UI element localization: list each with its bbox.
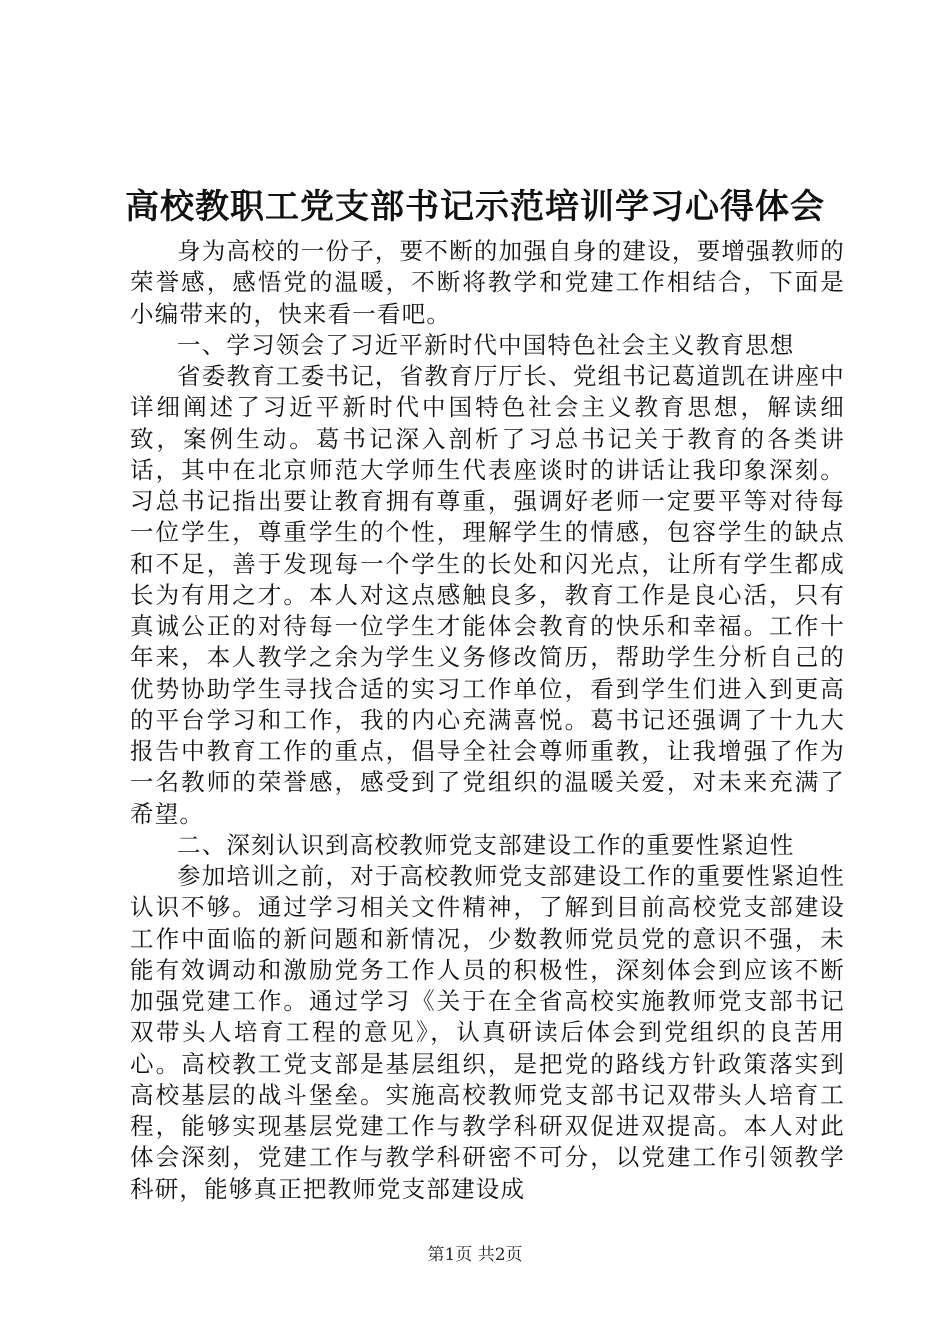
section-1-paragraph: 省委教育工委书记，省教育厅厅长、党组书记葛道凯在讲座中详细阐述了习近平新时代中国特色社会主义教育思想，解读细致，案例生动。葛书记深入剖析了习总书记关于教育的各类讲话，其中在北京师范大学师生代表座谈时的讲话让我印象深刻。习总书记指出要让教育拥有尊重，强调好老师一定要平等对待每一位学生，尊重学生的个性，理解学生的情感，包容学生的缺点和不足，善于发现每一个学生的长处和闪光点，让所有学生都成长为有用之才。本人对这点感触良多，教育工作是良心活，只有真诚公正的对待每一位学生才能体会教育的快乐和幸福。工作十年来，本人教学之余为学生义务修改简历，帮助学生分析自己的优势协助学生寻找合适的实习工作单位，看到学生们进入到更高的平台学习和工作，我的内心充满喜悦。葛书记还强调了十九大报告中教育工作的重点，倡导全社会尊师重教，让我增强了作为一名教师的荣誉感，感受到了党组织的温暖关爱，对未来充满了希望。	[130, 362, 845, 828]
document-body	[130, 236, 845, 1205]
section-2-heading: 二、深刻认识到高校教师党支部建设工作的重要性紧迫性	[177, 830, 795, 859]
section-2-paragraph: 参加培训之前，对于高校教师党支部建设工作的重要性紧迫性认识不够。通过学习相关文件精神，了解到目前高校党支部建设工作中面临的新问题和新情况，少数教师党员党的意识不强，未能有效调动和激励党务工作人员的积极性，深刻体会到应该不断加强党建工作。通过学习《关于在全省高校实施教师党支部书记双带头人培育工程的意见》，认真研读后体会到党组织的良苦用心。高校教工党支部是基层组织，是把党的路线方针政策落实到高校基层的战斗堡垒。实施高校教师党支部书记双带头人培育工程，能够实现基层党建工作与教学科研双促进双提高。本人对此体会深刻，党建工作与教学科研密不可分，以党建工作引领教学科研，能够真正把教师党支部建设成	[130, 862, 845, 1203]
intro-paragraph: 身为高校的一份子，要不断的加强自身的建设，要增强教师的荣誉感，感悟党的温暖，不断将教学和党建工作相结合，下面是小编带来的，快来看一看吧。	[130, 237, 845, 328]
page-number-footer: 第1页 共2页	[427, 1245, 523, 1265]
section-1-heading: 一、学习领会了习近平新时代中国特色社会主义教育思想	[177, 330, 795, 359]
document-title: 高校教职工党支部书记示范培训学习心得体会	[125, 187, 825, 227]
